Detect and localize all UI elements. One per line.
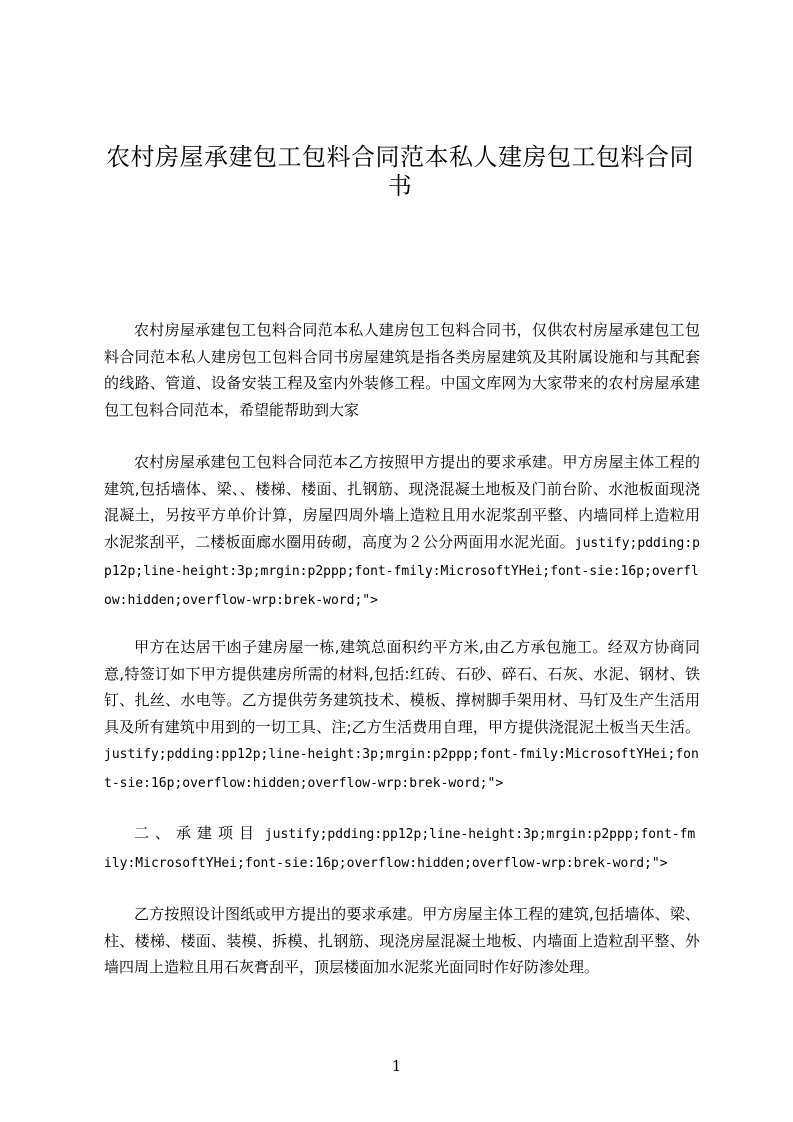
intro-paragraph (104, 317, 700, 423)
body-paragraph (104, 901, 700, 981)
paragraph-text: 农村房屋承建包工包料合同范本乙方按照甲方提出的要求承建。甲方房屋主体工程的建筑,包括墙体、梁、、楼梯、楼面、扎钢筋、现浇混凝土地板及门前台阶、水池板面现浇混凝土，另按平方单价计算，房屋四周外墙上造粒且用水泥浆刮平整、内墙同样上造粒用水泥浆刮平，二楼板面廊水圈用砖砌，高度为２公分两面用水泥光面。 (104, 453, 700, 551)
section-heading (104, 820, 700, 877)
page-number: 1 (391, 1057, 402, 1075)
paragraph-text: 农村房屋承建包工包料合同范本私人建房包工包料合同书，仅供农村房屋承建包工包料合同范本私人建房包工包料合同书房屋建筑是指各类房屋建筑及其附属设施和与其配套的线路、管道、设备安装工程及室内外装修工程。中国文库网为大家带来的农村房屋承建包工包料合同范本，希望能帮助到大家 (104, 321, 700, 419)
paragraph-text: 甲方在达居干凼子建房屋一栋,建筑总面积约平方米,由乙方承包施工。经双方协商同意,特签订如下甲方提供建房所需的材料,包括:红砖、石砂、碎石、石灰、水泥、钢材、铁钉、扎丝、水电等。乙方提供劳务建筑技术、模板、撑树脚手架用材、马钉及生产生活用具及所有建筑中用到的一切工具、注;乙方生活费用自理，甲方提供浇混泥土板当天生活。 (104, 638, 700, 736)
css-residue-text: justify;pdding:pp12p;line-height:3p;mrgin:p2ppp;font-fmily:MicrosoftYHei;font-sie:16p;overflow:hidden;overflow-wrp:brek-word;"> (104, 535, 700, 608)
document-title: 农村房屋承建包工包料合同范本私人建房包工包料合同书 (106, 143, 694, 200)
section-heading-text: 二、承建项目 (134, 824, 261, 842)
body-paragraph (104, 634, 700, 797)
css-residue-text: justify;pdding:pp12p;line-height:3p;mrgin:p2ppp;font-fmily:MicrosoftYHei;font-sie:16p;overflow:hidden;overflow-wrp:brek-word;"> (104, 827, 696, 871)
body-paragraph (104, 449, 700, 614)
paragraph-text: 乙方按照设计图纸或甲方提出的要求承建。甲方房屋主体工程的建筑,包括墙体、梁、柱、楼梯、楼面、装模、拆模、扎钢筋、现浇房屋混凝土地板、内墙面上造粒刮平整、外墙四周上造粒且用石灰膏刮平，顶层楼面加水泥浆光面同时作好防渗处理。 (104, 905, 700, 976)
css-residue-text: justify;pdding:pp12p;line-height:3p;mrgin:p2ppp;font-fmily:MicrosoftYHei;font-sie:16p;overflow:hidden;overflow-wrp:brek-word;"> (104, 747, 699, 791)
